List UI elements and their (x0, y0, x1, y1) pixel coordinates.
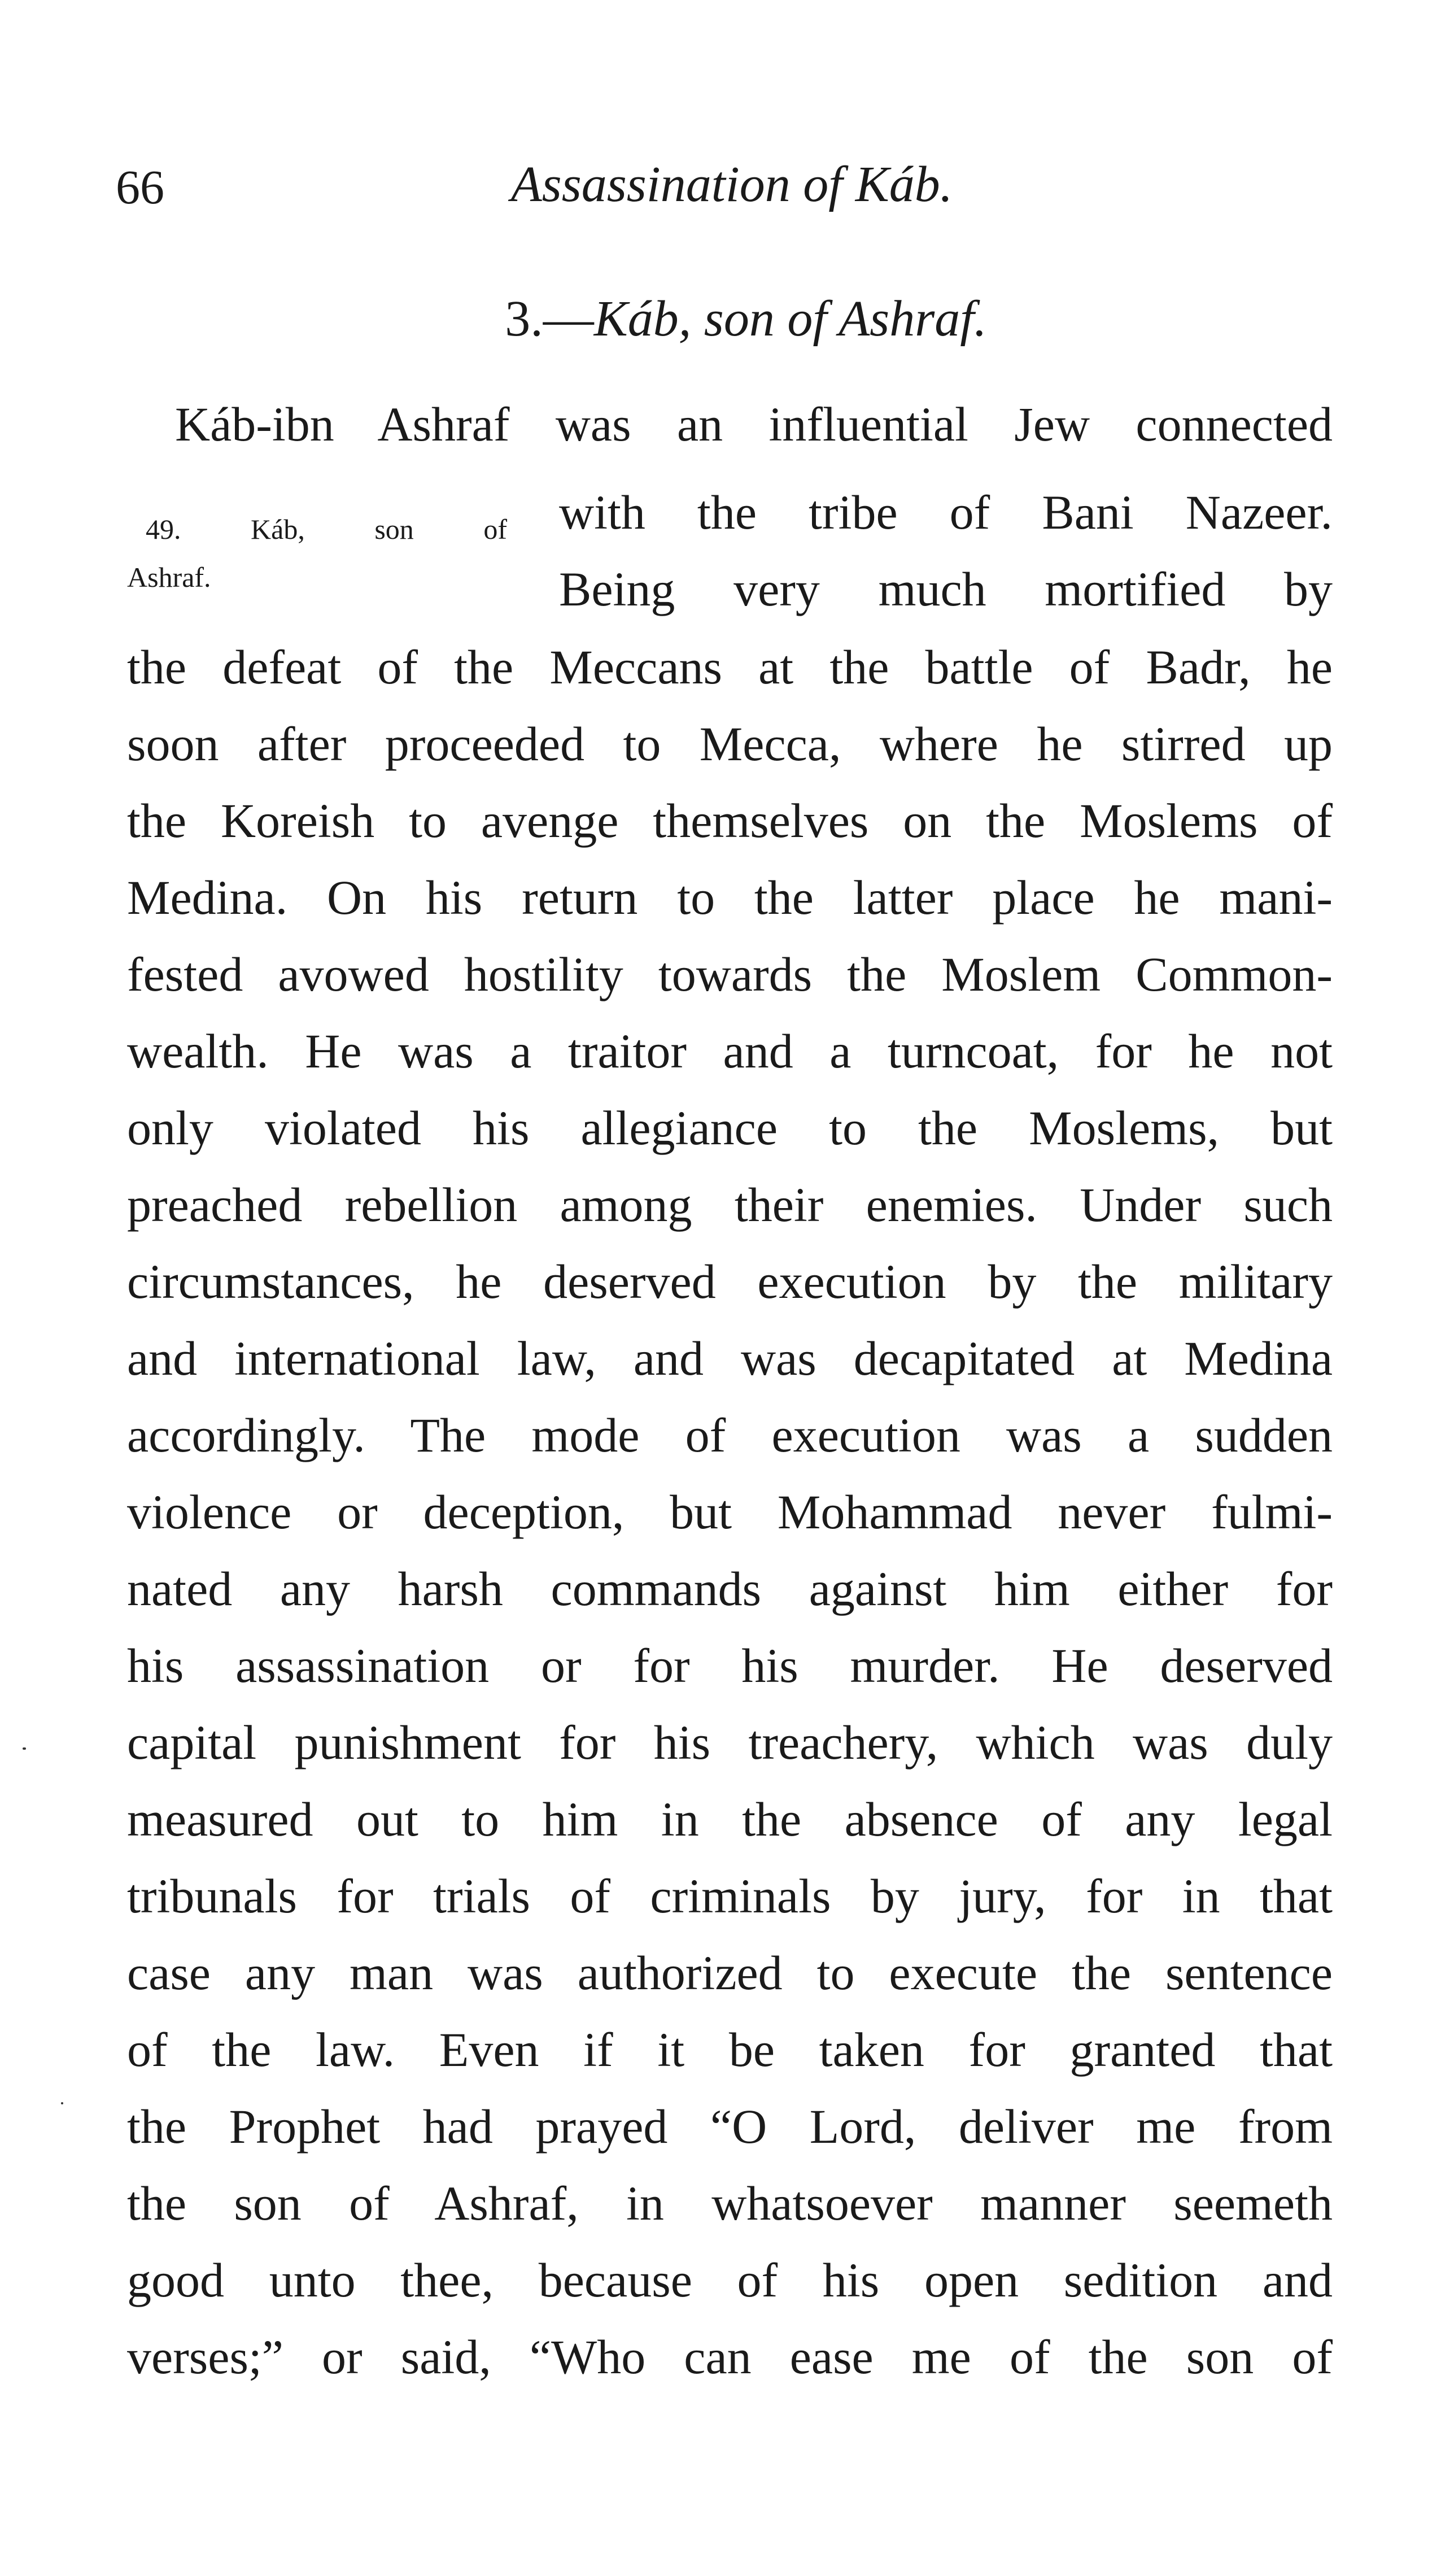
body-line-22: of the law. Even if it be taken for granted that (127, 2023, 1333, 2077)
marginal-note-line-1: 49. Káb, son of (146, 513, 507, 545)
section-heading (0, 291, 1441, 347)
marginal-note-line-2: Ashraf. (127, 561, 211, 593)
body-line-17: his assassination or for his murder. He deserved (127, 1638, 1333, 1693)
body-line-23: the Prophet had prayed “O Lord, deliver me from (127, 2099, 1333, 2154)
body-line-5: soon after proceeded to Mecca, where he stirred up (127, 717, 1333, 771)
print-speck (61, 2102, 63, 2104)
body-line-14: accordingly. The mode of execution was a sudden (127, 1408, 1333, 1462)
body-line-9: wealth. He was a traitor and a turncoat, for he not (127, 1024, 1333, 1078)
body-line-15: violence or deception, but Mohammad never fulmi- (127, 1485, 1333, 1539)
body-line-7: Medina. On his return to the latter place he mani- (127, 870, 1333, 925)
running-title: Assassination of Káb. (510, 156, 953, 212)
body-line-6: the Koreish to avenge themselves on the Moslems of (127, 794, 1333, 848)
body-line-4: the defeat of the Meccans at the battle of Badr, he (127, 640, 1333, 694)
body-line-2: with the tribe of Bani Nazeer. (559, 485, 1333, 539)
body-line-3: Being very much mortified by (559, 562, 1333, 616)
body-line-1: Káb-ibn Ashraf was an influential Jew connected (175, 397, 1333, 451)
body-line-13: and international law, and was decapitated at Medina (127, 1331, 1333, 1385)
body-line-21: case any man was authorized to execute the sentence (127, 1946, 1333, 2000)
body-line-19: measured out to him in the absence of any legal (127, 1792, 1333, 1846)
body-line-25: good unto thee, because of his open sedition and (127, 2253, 1333, 2307)
body-line-12: circumstances, he deserved execution by the military (127, 1254, 1333, 1309)
page-number: 66 (116, 160, 164, 214)
section-title: Káb, son of Ashraf. (593, 291, 987, 347)
body-line-11: preached rebellion among their enemies. Under such (127, 1178, 1333, 1232)
print-speck (23, 1747, 26, 1750)
body-line-8: fested avowed hostility towards the Moslem Common- (127, 947, 1333, 1001)
body-line-26: verses;” or said, “Who can ease me of the son of (127, 2330, 1333, 2384)
section-number: 3.— (505, 291, 594, 347)
body-line-18: capital punishment for his treachery, which was duly (127, 1715, 1333, 1769)
body-line-24: the son of Ashraf, in whatsoever manner seemeth (127, 2176, 1333, 2230)
body-line-16: nated any harsh commands against him either for (127, 1562, 1333, 1616)
body-line-10: only violated his allegiance to the Moslems, but (127, 1101, 1333, 1155)
body-line-20: tribunals for trials of criminals by jury, for in that (127, 1869, 1333, 1923)
